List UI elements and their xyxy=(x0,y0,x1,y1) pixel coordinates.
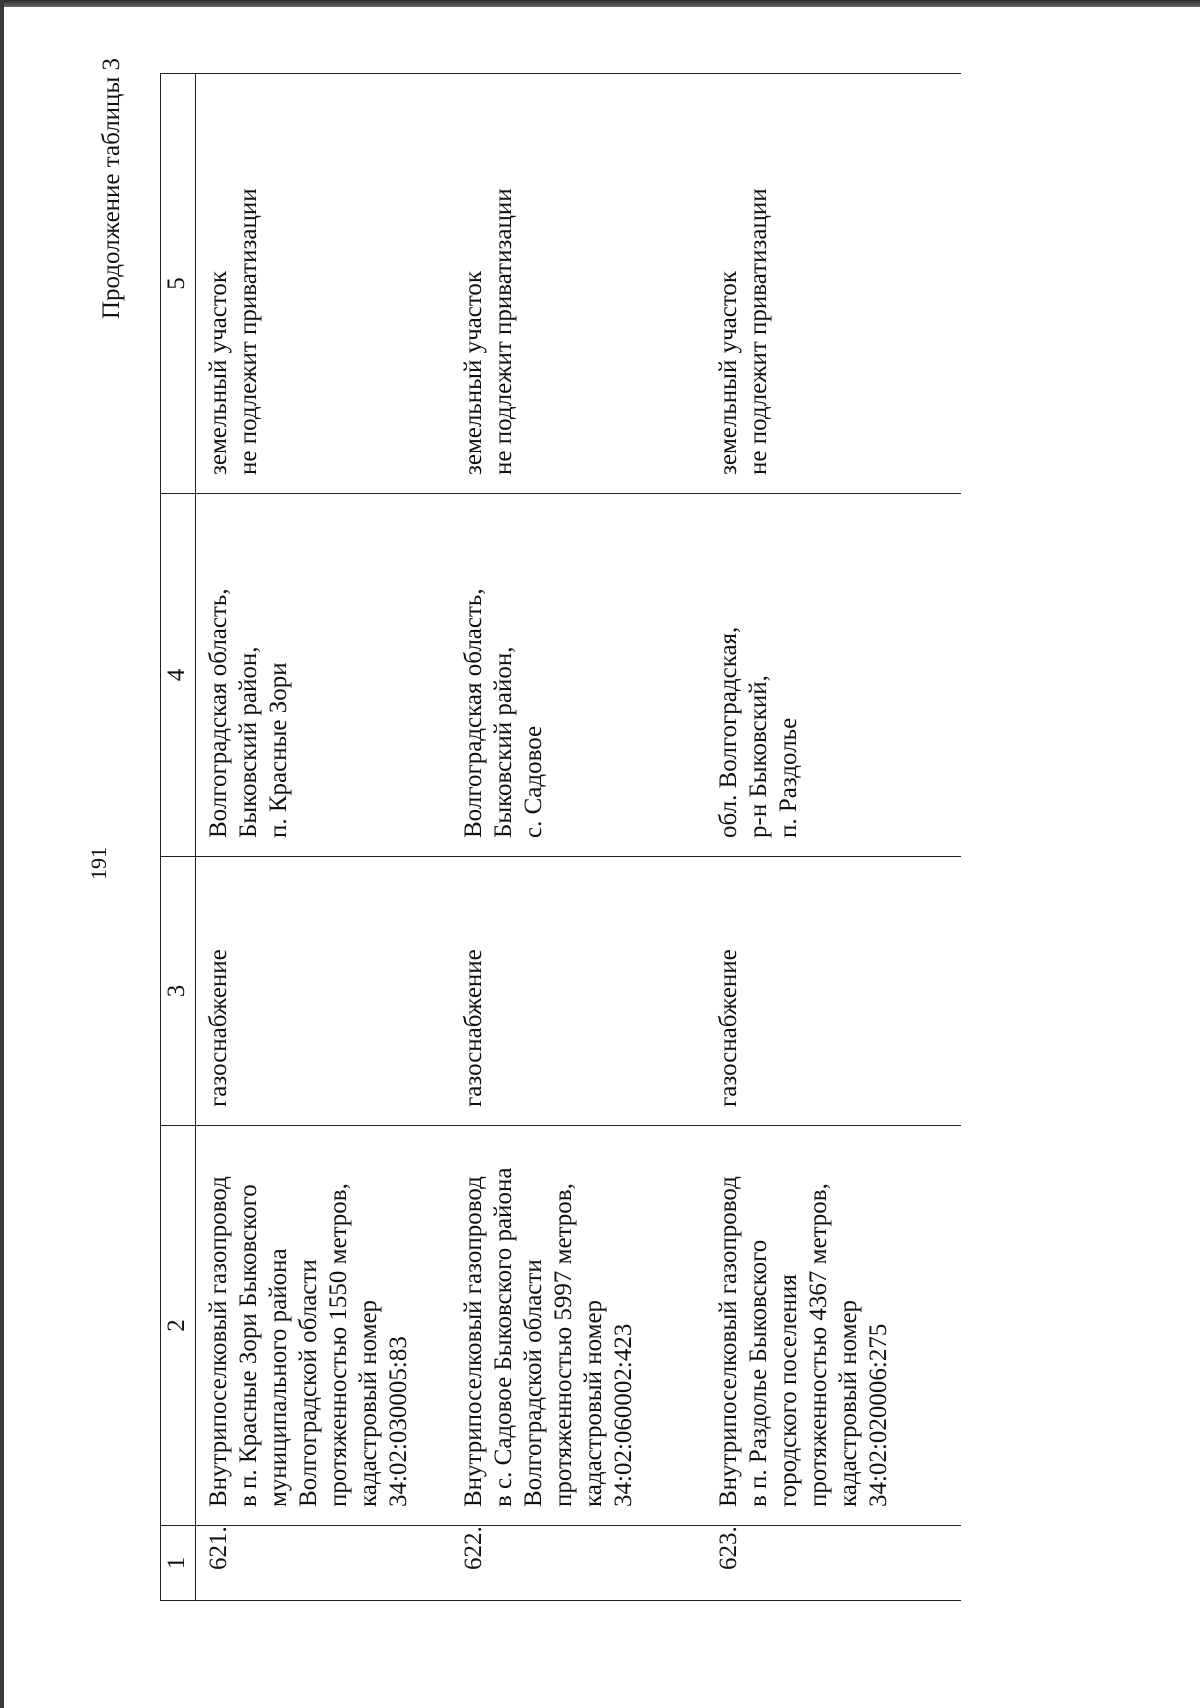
note-line: не подлежит приватизации xyxy=(235,188,262,475)
table-row xyxy=(706,74,961,1601)
address-line: Волгоградская область, xyxy=(205,588,232,838)
table-row xyxy=(196,74,451,1601)
object-name-line: кадастровый номер xyxy=(355,1299,382,1507)
table-continuation-caption: Продолжение таблицы 3 xyxy=(98,58,125,320)
row-number: 623. xyxy=(706,1526,961,1601)
object-name-line: протяженностью 1550 метров, xyxy=(325,1183,352,1507)
address-line: п. Красные Зори xyxy=(265,662,292,838)
table-row xyxy=(451,74,706,1601)
object-name-line: Волгоградской области xyxy=(519,1259,547,1507)
object-name-line: 34:02:060002:423 xyxy=(609,1323,637,1507)
address-line: Быковский район, xyxy=(489,646,517,838)
column-number-row xyxy=(161,74,196,1601)
purpose-cell: газоснабжение xyxy=(706,857,961,1126)
column-header-5: 5 xyxy=(161,74,196,494)
object-name-line: Волгоградской области xyxy=(295,1259,322,1507)
note-line: земельный участок xyxy=(205,270,232,475)
object-name-line: муниципального района xyxy=(265,1248,292,1507)
object-name-line: Внутрипоселковый газопровод xyxy=(714,1176,742,1507)
object-name-line: в с. Садовое Быковского района xyxy=(489,1167,517,1507)
address-line: Волгоградская область, xyxy=(459,588,487,838)
purpose-cell: газоснабжение xyxy=(196,857,451,1126)
address-line: обл. Волгоградская, xyxy=(714,626,742,838)
column-header-4: 4 xyxy=(161,494,196,857)
object-name-cell xyxy=(706,1126,961,1526)
page-number: 191 xyxy=(86,847,111,880)
column-header-1: 1 xyxy=(161,1526,196,1601)
object-name-line: 34:02:030005:83 xyxy=(385,1336,412,1507)
address-line: р-н Быковский, xyxy=(744,675,772,838)
column-header-2: 2 xyxy=(161,1126,196,1526)
address-line: Быковский район, xyxy=(235,646,262,838)
address-line: п. Раздолье xyxy=(774,717,802,838)
object-name-line: в п. Красные Зори Быковского xyxy=(235,1184,262,1507)
address-cell xyxy=(706,494,961,857)
note-cell xyxy=(196,74,451,494)
purpose-cell: газоснабжение xyxy=(451,857,706,1126)
address-cell xyxy=(451,494,706,857)
object-name-line: протяженностью 4367 метров, xyxy=(804,1183,832,1507)
object-name-line: городского поселения xyxy=(774,1274,802,1507)
object-name-cell xyxy=(196,1126,451,1526)
property-table xyxy=(160,73,961,1601)
object-name-line: кадастровый номер xyxy=(834,1299,862,1507)
note-line: земельный участок xyxy=(714,270,742,475)
note-cell xyxy=(706,74,961,494)
address-line: с. Садовое xyxy=(519,725,547,838)
object-name-line: Внутрипоселковый газопровод xyxy=(205,1176,232,1507)
column-header-3: 3 xyxy=(161,857,196,1126)
note-cell xyxy=(451,74,706,494)
object-name-line: в п. Раздолье Быковского xyxy=(744,1239,772,1507)
object-name-line: кадастровый номер xyxy=(579,1299,607,1507)
object-name-line: протяженностью 5997 метров, xyxy=(549,1183,577,1507)
object-name-cell xyxy=(451,1126,706,1526)
row-number: 621. xyxy=(196,1526,451,1601)
note-line: не подлежит приватизации xyxy=(489,188,517,475)
note-line: земельный участок xyxy=(459,270,487,475)
row-number: 622. xyxy=(451,1526,706,1601)
object-name-line: 34:02:020006:275 xyxy=(864,1323,892,1507)
note-line: не подлежит приватизации xyxy=(744,188,772,475)
address-cell xyxy=(196,494,451,857)
object-name-line: Внутрипоселковый газопровод xyxy=(459,1176,487,1507)
